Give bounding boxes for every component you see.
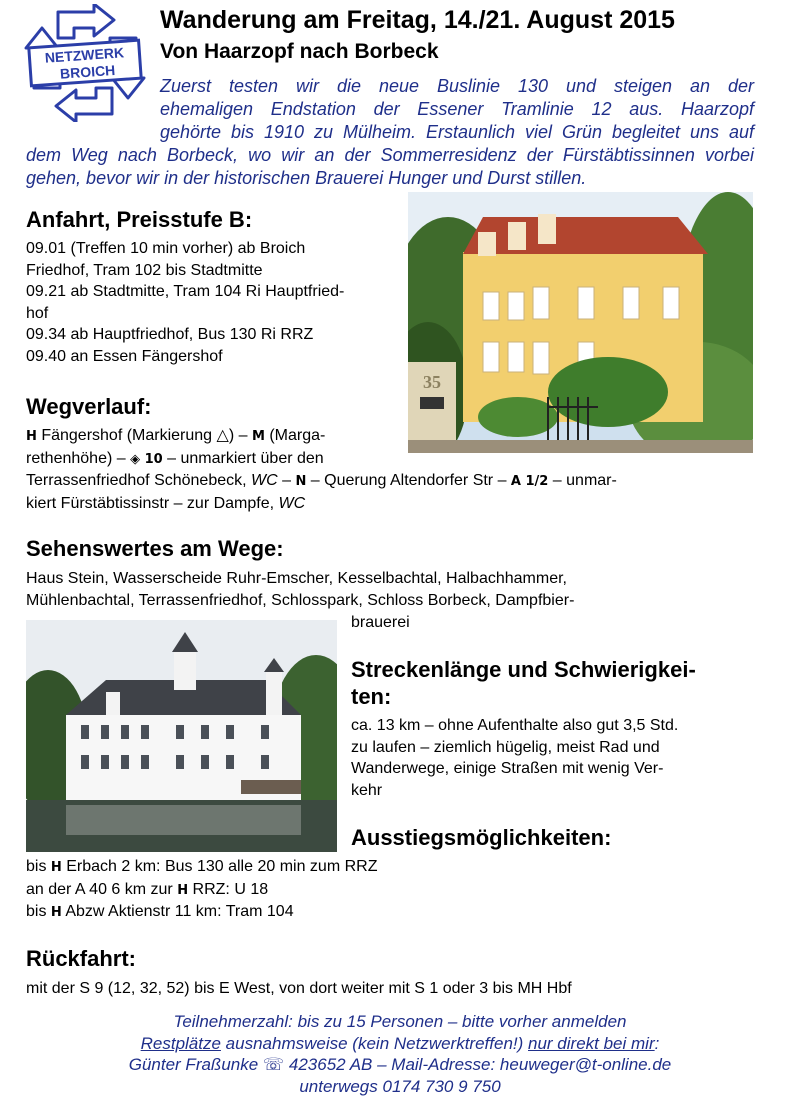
rueckfahrt-text: mit der S 9 (12, 32, 52) bis E West, von dort weiter mit S 1 oder 3 bis MH Hbf [26,980,572,997]
intro-line-5: gehen, bevor wir in der historischen Brauerei Hunger und Durst stillen. [26,168,587,188]
heading-strecke-line1: Streckenlänge und Schwierigkei- [351,657,696,682]
wegverlauf-text [26,425,617,514]
intro-line-1: Zuerst testen wir die neue Buslinie 130 und steigen an der [160,76,754,96]
sehenswertes-line: Mühlenbachtal, Terrassenfriedhof, Schlosspark, Schloss Borbeck, Dampfbier- [26,592,575,609]
footer-line-2: Restplätze ausnahmsweise (kein Netzwerktreffen!) nur direkt bei mir: [140,1033,660,1053]
strecke-line: kehr [351,781,383,799]
contact-email: 423652 AB – Mail-Adresse: heuweger@t-online.de [284,1055,672,1074]
heading-wegverlauf: Wegverlauf: [26,394,152,419]
route-marker: A 1/2 [510,474,549,489]
intro-line-4: dem Weg nach Borbeck, wo wir an der Sommerresidenz der Fürstäbtissinnen vorbei [26,145,754,165]
stop-marker: H [50,860,62,875]
anfahrt-line: hof [26,304,49,322]
photo-villa [408,192,753,453]
wegverlauf-line: rethenhöhe) – ◈ 10 – unmarkiert über den [26,449,324,467]
footer-line-3: Günter Fraßunke ☏ 423652 AB – Mail-Adresse: heuweger@t-online.de [128,1055,672,1074]
anfahrt-list [26,238,344,367]
heading-anfahrt: Anfahrt, Preisstufe B: [26,207,253,232]
route-marker: N [295,474,307,489]
wegverlauf-line: Terrassenfriedhof Schönebeck, WC – N – Querung Altendorfer Str – A 1/2 – unmar- [26,472,617,489]
logo-text-line1: NETZWERK [44,44,125,66]
phone-icon: ☏ [262,1055,285,1074]
sehenswertes-line: brauerei [351,614,410,631]
strecke-line: zu laufen – ziemlich hügelig, meist Rad und [351,738,660,756]
heading-ausstieg: Ausstiegsmöglichkeiten: [351,825,612,850]
strecke-line: ca. 13 km – ohne Aufenthalte also gut 3,5 Std. [351,717,679,734]
anfahrt-line: 09.40 an Essen Fängershof [26,347,223,365]
page-subtitle: Von Haarzopf nach Borbeck [160,40,439,63]
netzwerk-broich-logo [24,4,146,122]
route-marker: H [26,429,37,444]
triangle-marker-icon: △ [216,427,229,444]
heading-sehenswertes: Sehenswertes am Wege: [26,536,284,561]
intro-line-3: gehörte bis 1910 zu Mülheim. Erstaunlich viel Grün begleitet uns auf [160,122,754,142]
ausstieg-list [26,856,377,924]
wegverlauf-line: kiert Fürstäbtissinstr – zur Dampfe, WC [26,494,306,512]
photo-schloss-borbeck [26,620,337,852]
stop-marker: H [50,905,62,920]
anfahrt-line: 09.34 ab Hauptfriedhof, Bus 130 Ri RRZ [26,326,314,343]
route-marker: M [251,429,265,444]
house-number: 35 [423,372,441,392]
ausstieg-row: bis H Abzw Aktienstr 11 km: Tram 104 [26,903,294,920]
sehenswertes-line: Haus Stein, Wasserscheide Ruhr-Emscher, Kesselbachtal, Halbachhammer, [26,570,567,587]
wegverlauf-line: H Fängershof (Markierung △) – M (Marga- [26,427,326,444]
strecke-text [351,715,678,801]
heading-rueckfahrt: Rückfahrt: [26,946,137,971]
footer-line-1: Teilnehmerzahl: bis zu 15 Personen – bitte vorher anmelden [173,1012,627,1031]
route-marker: ◈ 10 [130,451,163,467]
anfahrt-line: Friedhof, Tram 102 bis Stadtmitte [26,261,263,279]
heading-strecke-line2: ten: [351,684,392,709]
strecke-line: Wanderwege, einige Straßen mit wenig Ver- [351,760,664,777]
intro-line-2: ehemaligen Endstation der Essener Tramlinie 12 aus. Haarzopf [160,99,754,119]
anfahrt-line: 09.21 ab Stadtmitte, Tram 104 Ri Hauptfried- [26,283,345,300]
ausstieg-row: an der A 40 6 km zur H RRZ: U 18 [26,880,269,898]
stop-marker: H [177,882,189,898]
anfahrt-line: 09.01 (Treffen 10 min vorher) ab Broich [26,240,306,257]
footer-line-4: unterwegs 0174 730 9 750 [299,1076,501,1096]
page-title: Wanderung am Freitag, 14./21. August 2015 [160,6,675,34]
logo-text-line2: BROICH [59,61,116,82]
footer [0,1011,800,1097]
ausstieg-row: bis H Erbach 2 km: Bus 130 alle 20 min zum RRZ [26,858,378,875]
